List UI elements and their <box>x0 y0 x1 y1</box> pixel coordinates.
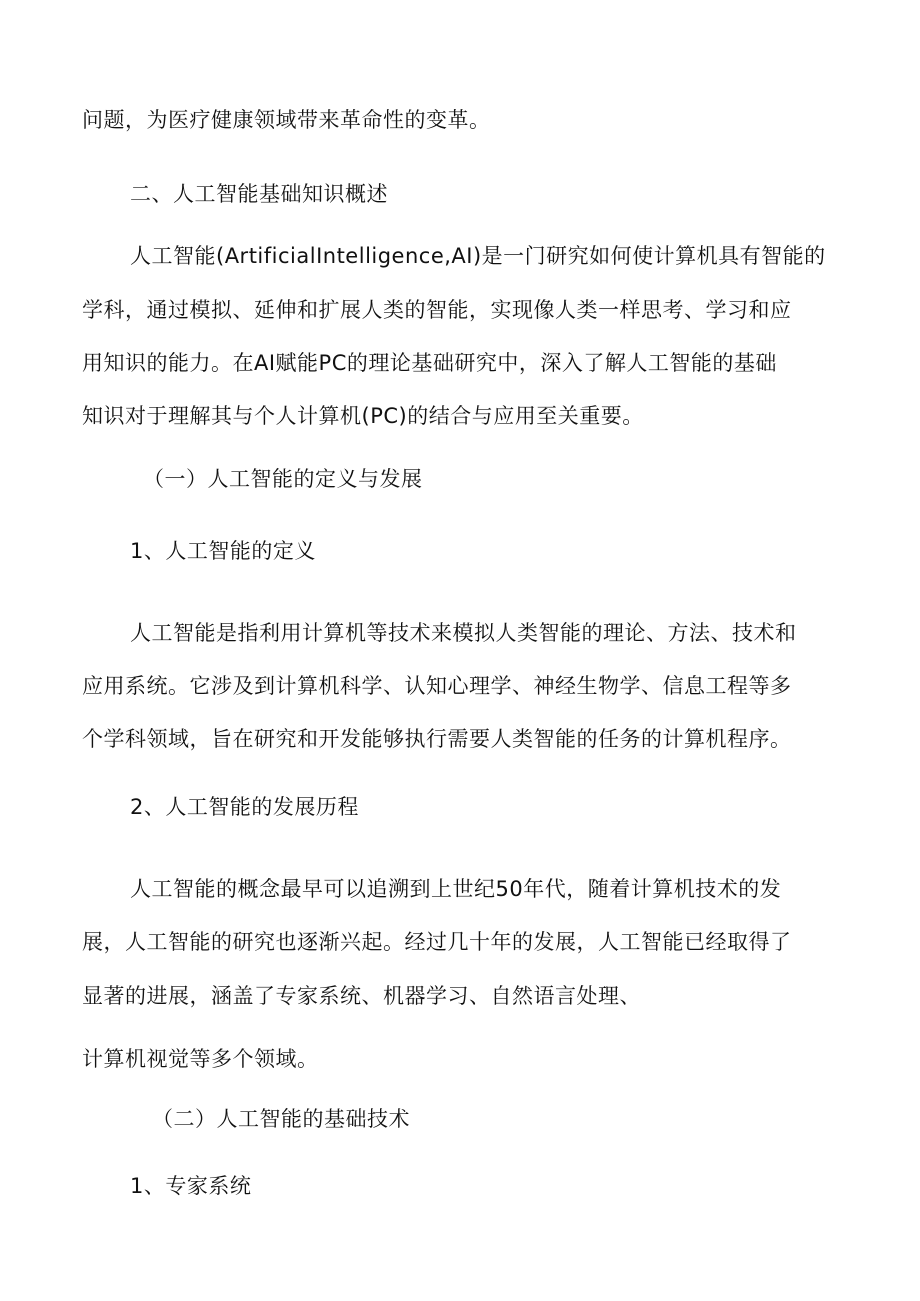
item-heading: 1、人工智能的定义 <box>130 539 316 563</box>
paragraph-line: 知识对于理解其与个人计算机(PC)的结合与应用至关重要。 <box>82 404 644 428</box>
item-heading: 2、人工智能的发展历程 <box>130 795 359 819</box>
subsection-heading: （一）人工智能的定义与发展 <box>143 467 423 491</box>
paragraph-line: 展，人工智能的研究也逐渐兴起。经过几十年的发展，人工智能已经取得了 <box>82 930 792 954</box>
paragraph-line: 用知识的能力。在AI赋能PC的理论基础研究中，深入了解人工智能的基础 <box>82 351 777 375</box>
paragraph-line: 人工智能的概念最早可以追溯到上世纪50年代，随着计算机技术的发 <box>130 877 782 901</box>
paragraph-line: 人工智能是指利用计算机等技术来模拟人类智能的理论、方法、技术和 <box>130 621 797 645</box>
subsection-heading: （二）人工智能的基础技术 <box>152 1107 410 1131</box>
paragraph-line: 应用系统。它涉及到计算机科学、认知心理学、神经生物学、信息工程等多 <box>82 674 792 698</box>
item-heading: 1、专家系统 <box>130 1174 252 1198</box>
paragraph-line: 人工智能(ArtificialIntelligence,AI)是一门研究如何使计算机具有智能的 <box>130 244 826 268</box>
paragraph-line: 问题，为医疗健康领域带来革命性的变革。 <box>82 108 491 132</box>
paragraph-line: 显著的进展，涵盖了专家系统、机器学习、自然语言处理、 <box>82 984 641 1008</box>
paragraph-line: 计算机视觉等多个领域。 <box>82 1047 319 1071</box>
section-heading: 二、人工智能基础知识概述 <box>130 182 388 206</box>
paragraph-line: 个学科领域，旨在研究和开发能够执行需要人类智能的任务的计算机程序。 <box>82 727 792 751</box>
paragraph-line: 学科，通过模拟、延伸和扩展人类的智能，实现像人类一样思考、学习和应 <box>82 298 792 322</box>
